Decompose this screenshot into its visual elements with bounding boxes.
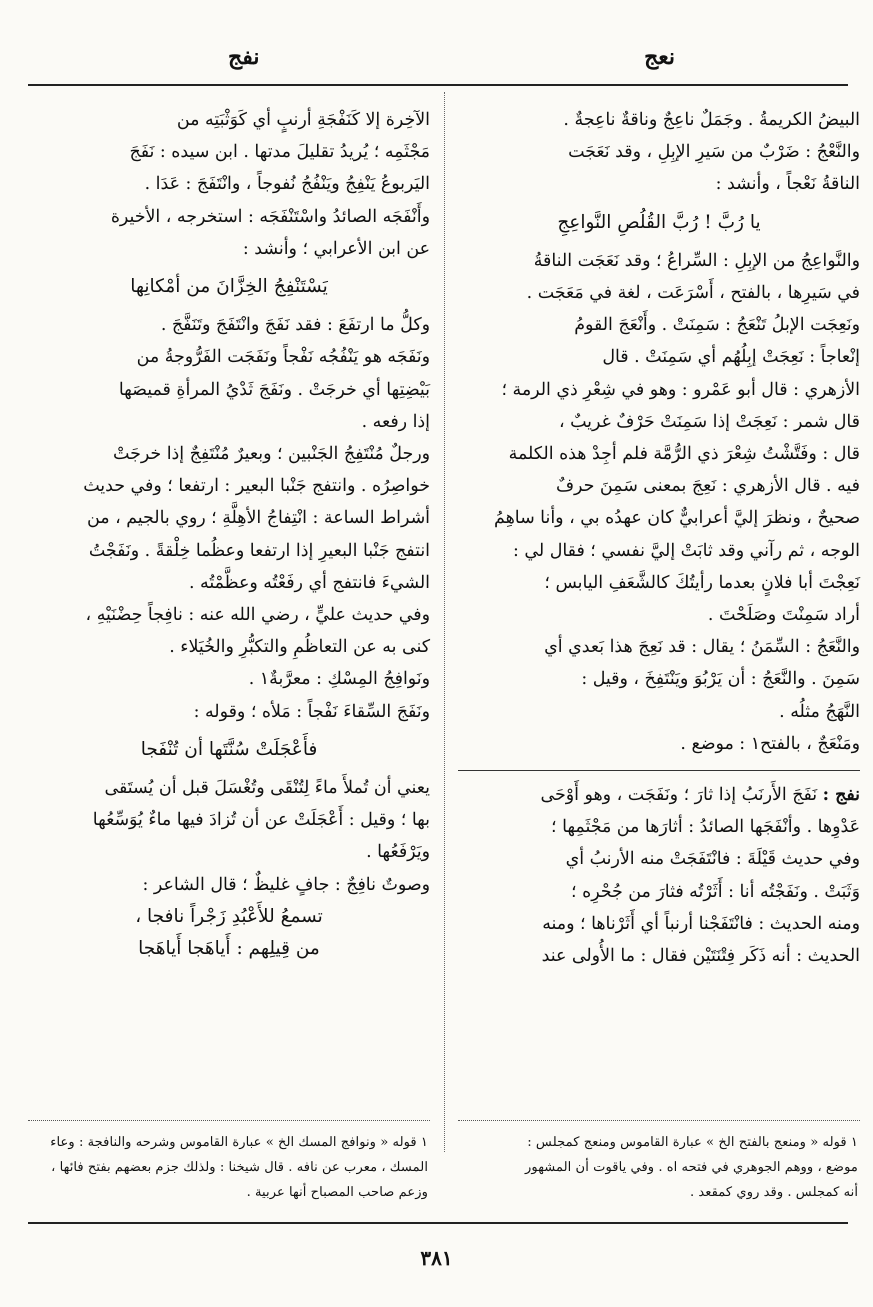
text-line: بَيْضِتِها أي خرجَتْ . ونَفَجَ ثَدْيُ المرأةِ قميصَها: [118, 379, 430, 400]
column-divider: [444, 92, 445, 1152]
text-line: ونَفَجَه هو يَنْفُجُه نَفْجاً ونَفَجَت الفَرُّوجةُ من: [136, 347, 430, 368]
text-line: ونَوافِجُ المِسْكِ : معرَّبةٌ١ .: [248, 669, 430, 690]
entry-line: [458, 779, 860, 811]
text-line: عن ابن الأعرابي ؛ وأنشد :: [242, 238, 430, 259]
text-line: وَثَبَتْ . ونَفَجْتُه أنا : أَثَرْتُه فثارَ من جُحْرِه ؛: [571, 881, 860, 902]
text-line: في سَيرِها ، بالفتح ، أَسْرَعَت ، لغة في مَعَجَت .: [526, 283, 860, 304]
text-line: وفي حديث عليٍّ ، رضي الله عنه : نافِجاً حِضْنَيْهِ ،: [85, 605, 430, 626]
text-line: إذا رفعه .: [361, 411, 430, 432]
footnote-left: [28, 1130, 428, 1205]
footnote-line: ١ قوله « ونوافج المسك الخ » عبارة القاموس وشرحه والنافجة : وعاء: [50, 1135, 428, 1150]
footnote-line: أنه كمجلس . وقد روي كمقعد .: [689, 1185, 858, 1200]
footnote-line: موضع ، ووهم الجوهري في فتحه اه . وفي ياقوت أن المشهور: [525, 1160, 858, 1175]
bottom-rule: [28, 1222, 848, 1224]
footnote-rule-left: [28, 1120, 430, 1121]
text-line: يعني أن تُملأَ ماءً لِتُنْقَى وتُغْسَلَ قبل أن يُستَقى: [104, 778, 430, 799]
running-head-right: نعج: [644, 44, 675, 70]
running-head-left: نفج: [228, 44, 260, 70]
footnote-right: [458, 1130, 858, 1205]
page-number: ٣٨١: [420, 1246, 453, 1270]
entry-headword: نفج :: [822, 785, 860, 806]
text-line: وفي حديث قَيْلَةَ : فانْتَفَجَتْ منه الأرنبُ أي: [565, 849, 860, 870]
footnote-line: المسك ، معرب عن نافه . قال شيخنا : ولذلك جزم بعضهم بفتح فائها ،: [51, 1160, 428, 1175]
text-line: عَدْوِها . وأنْفَجَها الصائدُ : أثارَها من مَجْثَمِها ؛: [551, 817, 860, 838]
text-line: الأزهري : قال أبو عَمْرو : وهو في شِعْرِ ذي الرمة ؛: [501, 379, 860, 400]
text-line: سَمِنَ . والنَّعَجُ : أن يَرْبُوَ ويَنْتَفِخَ ، وقيل :: [581, 669, 860, 690]
text-line: وكلُّ ما ارتفَعَ : فقد نَفَجَ وانْتَفَجَ وتَنَفَّجَ .: [160, 315, 430, 336]
text-line: ويَرْفَعُها .: [366, 842, 430, 863]
verse-line: تسمعُ للأَعْبُدِ زَجْراً نافجا ،: [135, 905, 323, 927]
text-line: والنَّعْجُ : ضَرْبٌ من سَيرِ الإبِلِ ، وقد نَعَجَت: [568, 142, 860, 163]
text-line: ومنه الحديث : فانْتَفَجْنا أرنباً أي أَثَرْناها ؛ ومنه: [542, 913, 860, 934]
text-line: إنْعاجاً : نَعِجَتْ إبِلُهُم أي سَمِنَتْ . قال: [602, 347, 860, 368]
entry-separator: [458, 770, 860, 771]
footnote-line: ١ قوله « ومنعج بالفتح الخ » عبارة القاموس ومنعج كمجلس :: [527, 1135, 858, 1150]
text-line: الوجه ، ثم رآني وقد ثابَتْ إليَّ نفسي ؛ فقال لي :: [513, 540, 860, 561]
text-line: أشراط الساعة : انْتِفاجُ الأهِلَّةِ ؛ روي بالجيم ، من: [87, 508, 430, 529]
text-line: بها ؛ وقيل : أَعْجَلَتْ عن أن تُزادَ فيها ماءٌ يُوَسِّعُها: [92, 810, 430, 831]
text-line: ونَفَجَ السِّقاءَ نَفْجاً : مَلأه ؛ وقوله :: [193, 701, 430, 722]
text-line: وصوتٌ نافِجٌ : جافٍ غليظٌ ؛ قال الشاعر :: [142, 874, 430, 895]
text-line: خواصِرُه . وانتفج جَنْبا البعير : ارتفعا ؛ وفي حديث: [83, 476, 430, 497]
right-column: [458, 104, 860, 972]
top-rule: [28, 84, 848, 86]
text-line: ونَعِجَت الإبلُ تَنْعَجُ : سَمِنَتْ . وأَنْعَجَ القومُ: [574, 315, 860, 336]
text-line: قال شمر : نَعِجَتْ إذا سَمِنَتْ حَرْفٌ غريبٌ ،: [558, 411, 860, 432]
verse-line: يَسْتَنْفِجُ الخِزَّانَ من أمْكانِها: [130, 276, 328, 298]
text-line: مَجْثَمِه ؛ يُريدُ تقليلَ مدتها . ابن سيده : نَفَجَ: [129, 142, 430, 163]
text-line: والنَّعَجُ : السِّمَنُ ؛ يقال : قد نَعِجَ هذا بَعدي أي: [544, 637, 860, 658]
text-line: قال : وفَتَّشْتُ شِعْرَ ذي الرُّمَّة فلم أجِدْ هذه الكلمة: [508, 444, 860, 465]
entry-text: نَفَجَ الأَرنَبُ إذا ثارَ ؛ ونَفَجَت ، وهو أَوْحَى: [540, 785, 818, 806]
text-line: الحديث : أنه ذَكَر فِتْنَتَيْن فقال : ما الأُولى عند: [541, 946, 860, 967]
footnote-rule-right: [458, 1120, 860, 1121]
verse-line: يا رُبَّ ! رُبَّ القُلُصِ النَّواعِجِ: [557, 211, 761, 233]
text-line: كنى به عن التعاظُمِ والتكبُّرِ والخُيَلاء .: [169, 637, 430, 658]
text-line: نَعِجْتَ أبا فلانٍ بعدما رأيتُكَ كالشَّعَفِ اليابس ؛: [544, 572, 860, 593]
verse-line: من قِيلِهم : أَياهَجا أَياهَجا: [138, 938, 320, 960]
text-line: فيه . قال الأزهري : نَعِجَ بمعنى سَمِنَ حرفٌ: [556, 476, 860, 497]
text-line: ورجلٌ مُنْتَفِجُ الجَنْبين ؛ وبعيرٌ مُنْتَفِجٌ إذا خرجَتْ: [113, 444, 430, 465]
text-line: النَّهَجُ مثلُه .: [779, 701, 860, 722]
text-line: أراد سَمِنْتَ وصَلَحْتَ .: [707, 605, 860, 626]
verse-line: فأَعْجَلَتْ سُنَّتَها أن تُنْفَجا: [140, 738, 318, 760]
text-line: انتفج جَنْبا البعيرِ إذا ارتفعا وعظُما خِلْقةً . ونَفَجْتُ: [88, 540, 430, 561]
text-line: والنَّواعِجُ من الإبِلِ : السِّراعُ ؛ وقد نَعَجَت الناقةُ: [533, 250, 860, 271]
text-line: الناقةُ نَعْجاً ، وأنشد :: [715, 174, 860, 195]
text-line: صحيحٌ ، ونظرَ إليَّ أعرابيٌّ كان عهدُه بي ، وأنا ساهِمُ: [494, 508, 860, 529]
text-line: الآخِرة إلا كَنَفْجَةِ أرنبٍ أي كَوَثْبَتِه من: [176, 110, 430, 130]
footnote-line: وزعم صاحب المصباح أنها عربية .: [246, 1185, 428, 1200]
left-column: [28, 104, 430, 965]
text-line: ومَنْعَجٌ ، بالفتح١ : موضع .: [680, 733, 860, 754]
text-line: وأَنْفَجَه الصائدُ واسْتَنْفَجَه : استخرجه ، الأخيرة: [110, 206, 430, 227]
text-line: اليَربوعُ يَنْفِجُ ويَنْفُجُ نُفوجاً ، وانْتَفَجَ : عَدَا .: [144, 174, 430, 195]
text-line: البيضُ الكريمةُ . وجَمَلٌ ناعِجٌ وناقةٌ ناعِجةٌ .: [563, 110, 860, 130]
text-line: الشيءَ فانتفج أي رفَعْتُه وعظَّمْتُه .: [189, 572, 430, 593]
